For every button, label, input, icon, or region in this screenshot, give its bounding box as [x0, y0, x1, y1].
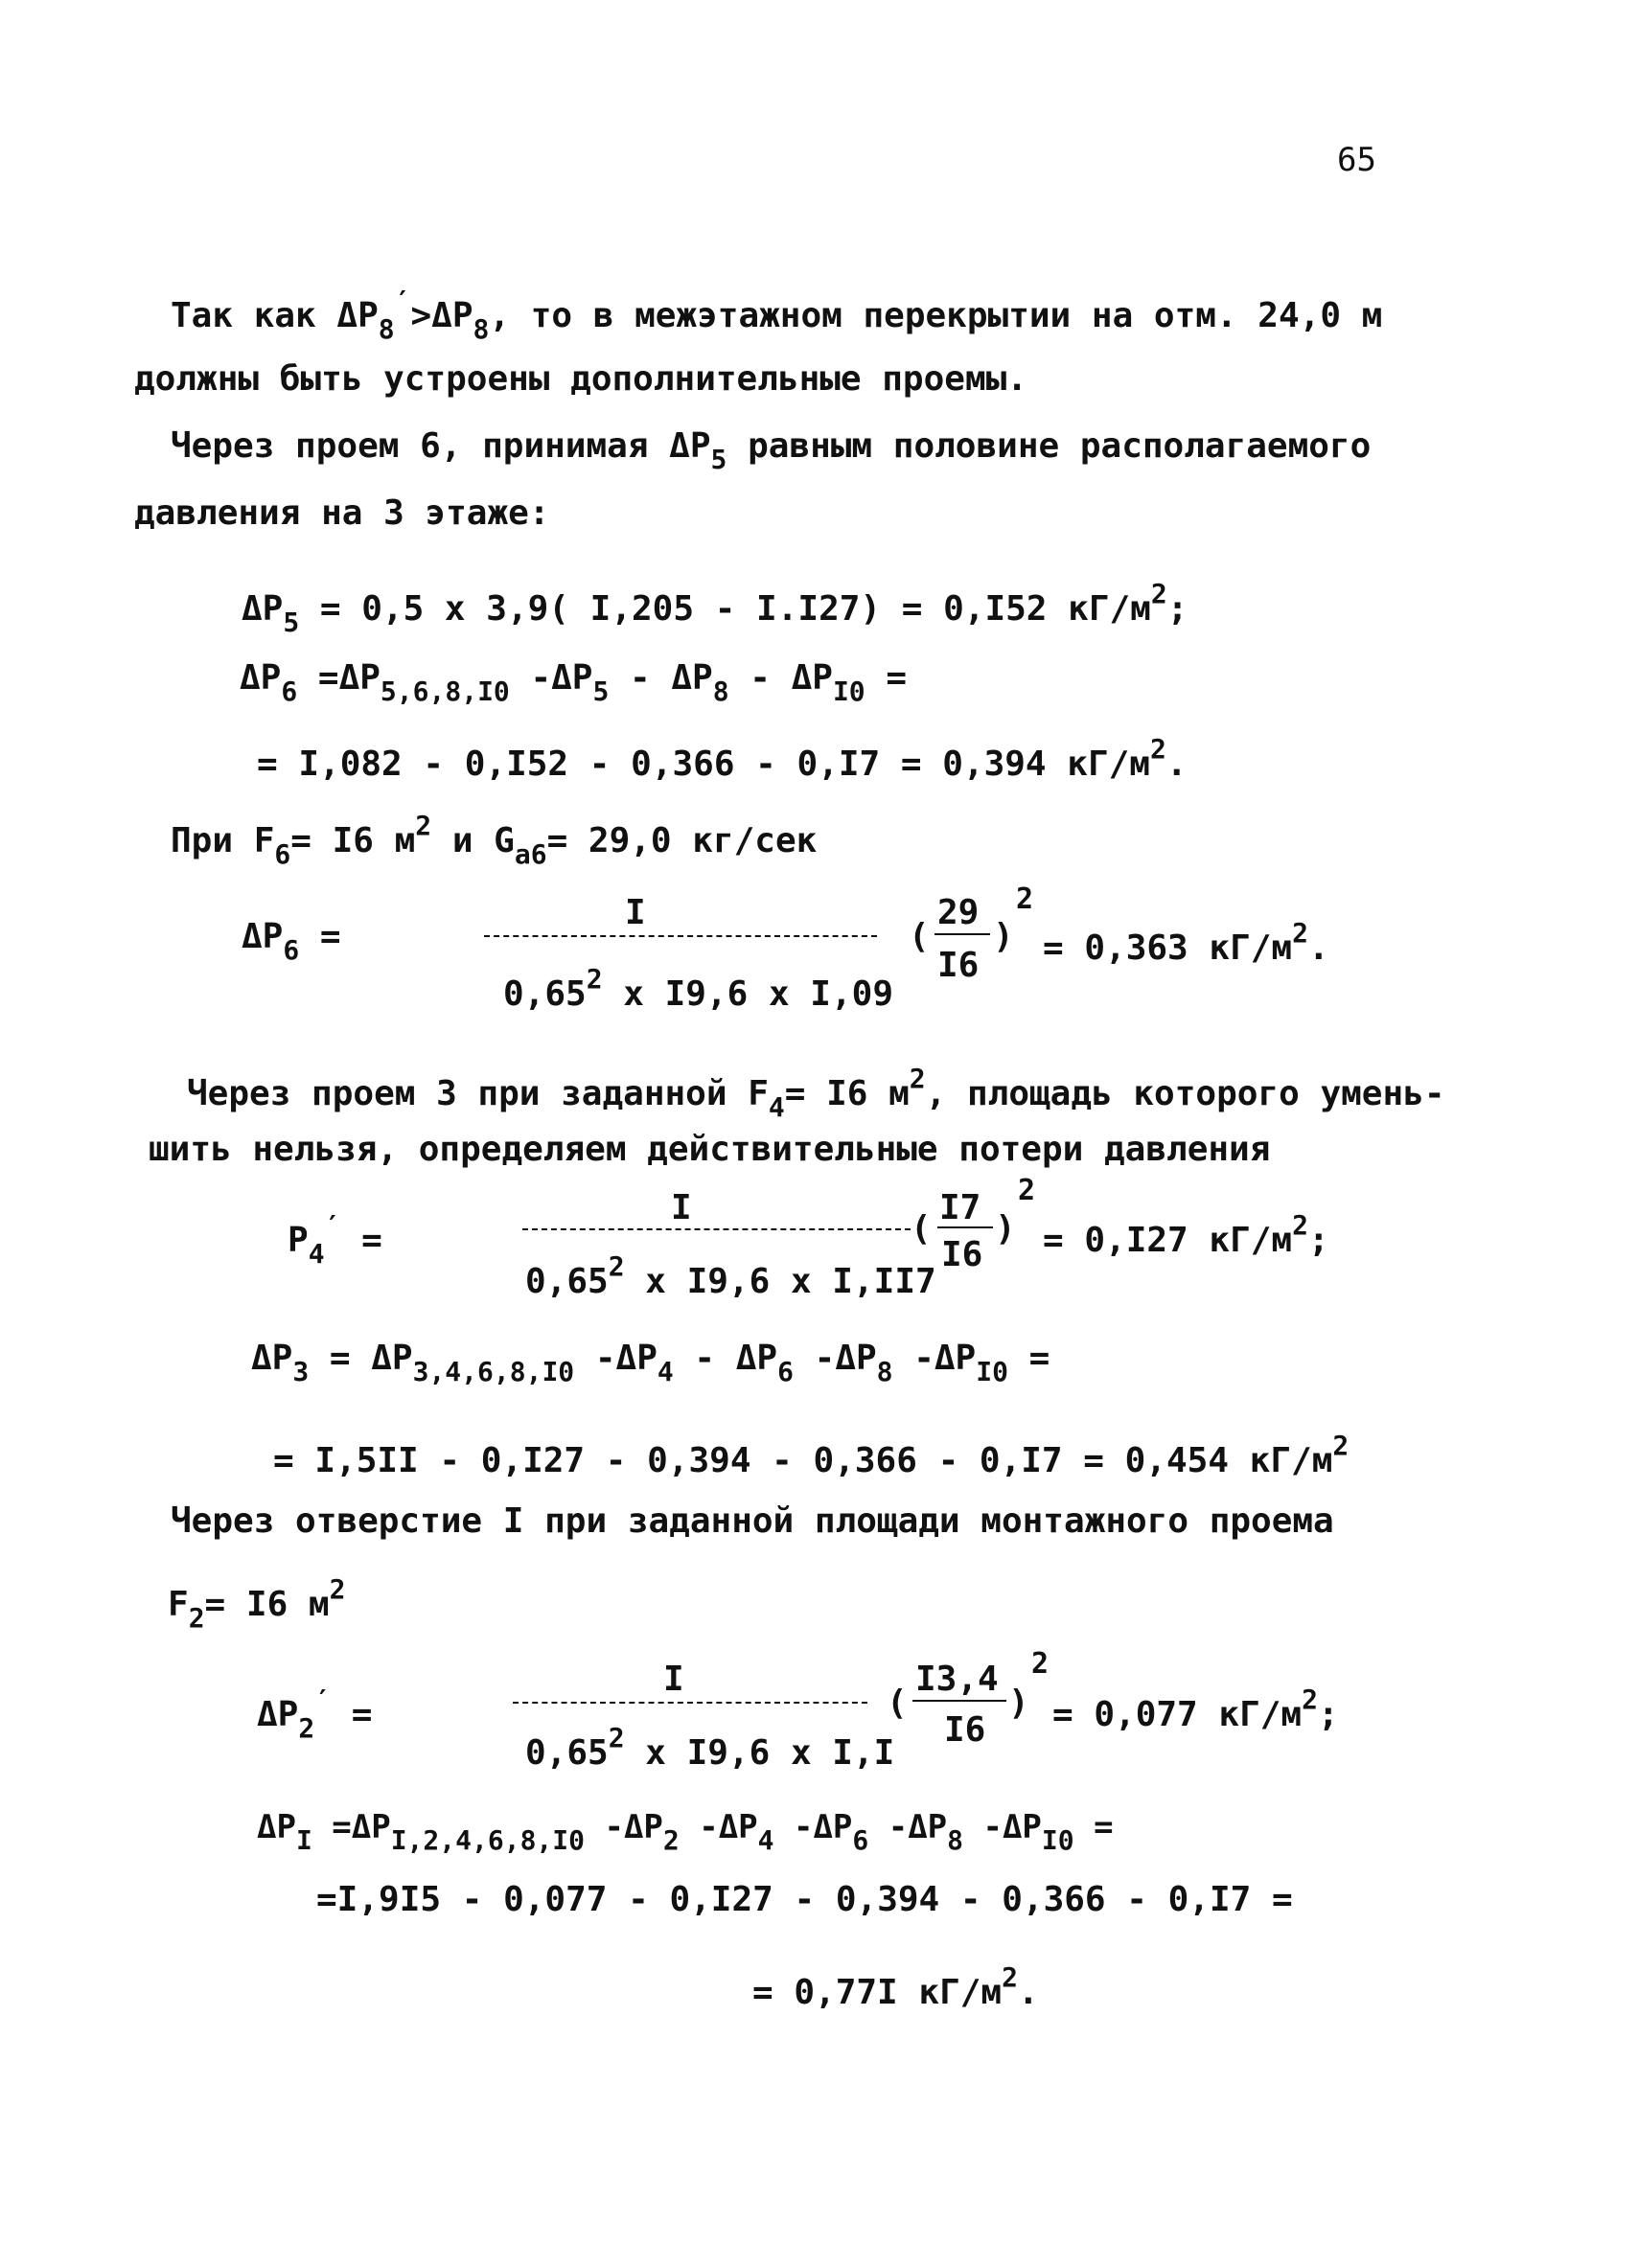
subscript: I0 [832, 676, 865, 707]
subscript: 6 [281, 676, 298, 707]
text: ; [1307, 1221, 1329, 1260]
prime: ′ [324, 1209, 341, 1241]
text: -ΔP [585, 1808, 663, 1846]
result [1043, 1209, 1329, 1260]
subscript: 2 [188, 1602, 205, 1634]
subscript: 5,6,8,I0 [380, 676, 510, 707]
subscript: I0 [976, 1356, 1008, 1387]
superscript: 2 [1150, 578, 1167, 609]
superscript: 2 [909, 1063, 926, 1094]
exponent: 2 [1018, 1174, 1036, 1207]
paragraph-2-line-2: давления на 3 этаже: [134, 493, 550, 533]
subscript: 4 [768, 1091, 785, 1123]
subscript: I [295, 1824, 312, 1856]
fraction-denominator: I6 [937, 946, 980, 985]
text: = 0,5 x 3,9( I,205 - I.I27) = 0,I52 кГ/м [299, 589, 1151, 629]
subscript: 8 [473, 313, 490, 345]
superscript: 2 [586, 963, 603, 995]
text: F [168, 1585, 189, 1624]
subscript: 5 [710, 444, 727, 475]
paragraph-4-line-2 [168, 1573, 346, 1634]
paren-open: ( [887, 1684, 908, 1723]
subscript: a [514, 838, 531, 870]
text: Так как ΔP [171, 296, 379, 335]
text: = [1007, 1339, 1050, 1378]
superscript: 2 [1302, 1684, 1318, 1715]
numerator: I [663, 1660, 684, 1699]
text: = [319, 917, 341, 956]
text: ΔP [242, 917, 284, 956]
text: -ΔP [773, 1808, 853, 1846]
equation-dp5 [242, 578, 1188, 638]
paragraph-3-line-2: шить нельзя, определяем действительные потери давления [149, 1130, 1271, 1169]
equation-dp6-line-1 [240, 658, 908, 707]
subscript: 2 [662, 1824, 680, 1856]
text: - ΔP [609, 658, 713, 698]
text: -ΔP [509, 658, 593, 698]
paren-open: ( [909, 917, 930, 956]
prime: ′ [314, 1684, 332, 1715]
text: = I6 м [784, 1074, 910, 1113]
subscript: 8 [876, 1356, 893, 1387]
text: = I6 м [204, 1585, 330, 1624]
paragraph-1-line-2: должны быть устроены дополнительные проемы. [134, 359, 1027, 399]
text: = 0,077 кГ/м [1052, 1695, 1303, 1734]
fraction-denominator: I6 [941, 1235, 983, 1274]
subscript: 5 [283, 607, 300, 638]
superscript: 2 [608, 1250, 625, 1282]
paren-close: ) [1008, 1684, 1029, 1723]
paren-close: ) [993, 917, 1014, 956]
text: 0,65 [503, 974, 587, 1014]
text: = I,082 - 0,I52 - 0,366 - 0,I7 = 0,394 кГ/м [257, 745, 1150, 784]
denominator [503, 963, 893, 1014]
text: ; [1317, 1695, 1339, 1734]
paragraph-3-line-1 [187, 1065, 1445, 1121]
text: , то в межэтажном перекрытии на отм. 24,0 м [489, 296, 1383, 335]
text: >ΔP [410, 296, 473, 335]
fraction-bar [912, 1700, 1006, 1702]
text: -ΔP [963, 1808, 1042, 1846]
text: -ΔP [679, 1808, 758, 1846]
equation-dp6-line-2 [257, 733, 1188, 784]
text: и G [431, 821, 515, 860]
result [1052, 1686, 1339, 1732]
subscript: I0 [1041, 1824, 1074, 1856]
subscript: 6 [777, 1356, 794, 1387]
subscript: 8 [712, 676, 729, 707]
text: ΔP [251, 1339, 293, 1378]
text: =ΔP [311, 1808, 391, 1846]
result [1043, 917, 1329, 968]
denominator [525, 1250, 936, 1301]
text: = 29,0 кг/сек [546, 821, 818, 860]
prime: ′ [394, 285, 411, 316]
superscript: 2 [1292, 1209, 1308, 1241]
fraction-denominator: I6 [944, 1710, 986, 1750]
text: ΔP [242, 589, 284, 629]
text: . [1017, 1973, 1039, 2012]
subscript: 3,4,6,8,I0 [412, 1356, 575, 1387]
superscript: 2 [1332, 1430, 1350, 1461]
text: Через проем 3 при заданной F [187, 1074, 769, 1113]
text: При F [171, 821, 275, 860]
text: 0,65 [525, 1262, 609, 1301]
equation-dp3-line-2 [273, 1432, 1349, 1478]
fraction-numerator: I3,4 [915, 1660, 999, 1699]
subscript: 5 [592, 676, 610, 707]
fraction-line [522, 1228, 911, 1230]
fraction-numerator: 29 [937, 893, 980, 932]
numerator: I [625, 893, 646, 932]
subscript: 4 [757, 1824, 774, 1856]
text: ΔP [257, 1808, 296, 1846]
paragraph-4-line-1: Через отверстие I при заданной площади монтажного проема [171, 1501, 1334, 1541]
text: =ΔP [297, 658, 381, 698]
exponent: 2 [1016, 882, 1034, 916]
equation-dp1-line-1 [257, 1808, 1114, 1856]
subscript: 4 [657, 1356, 674, 1387]
text: ΔP [257, 1695, 299, 1734]
text: = [361, 1221, 382, 1260]
fraction-line [513, 1702, 867, 1704]
subscript: 6 [274, 838, 291, 870]
superscript: 2 [1292, 917, 1308, 949]
text: , площадь которого умень- [925, 1074, 1445, 1113]
text: x I9,6 x I,II7 [624, 1262, 936, 1301]
paren-close: ) [995, 1209, 1016, 1249]
subscript: 8 [378, 313, 395, 345]
text: ; [1166, 589, 1188, 629]
text: 0,65 [525, 1733, 609, 1773]
text: ΔP [240, 658, 282, 698]
text: -ΔP [793, 1339, 877, 1378]
equation-dp3-line-1 [251, 1341, 1050, 1386]
subscript: 6 [283, 934, 300, 966]
denominator [525, 1722, 895, 1773]
text: Через проем 6, принимая ΔP [171, 426, 711, 466]
fraction-numerator: I7 [939, 1188, 981, 1227]
text: . [1165, 745, 1188, 784]
subscript: 2 [298, 1712, 315, 1744]
paragraph-2-line-1 [171, 426, 1372, 475]
text: равным половине располагаемого [727, 426, 1372, 466]
superscript: 2 [1149, 733, 1166, 765]
paren-open: ( [911, 1209, 932, 1249]
subscript: 4 [308, 1238, 325, 1270]
condition-f6-g6 [171, 810, 818, 870]
text: . [1307, 928, 1329, 968]
superscript: 2 [608, 1722, 625, 1753]
page-number: 65 [1337, 141, 1376, 179]
fraction-bar [934, 933, 990, 935]
text: = ΔP [309, 1339, 413, 1378]
text: - ΔP [673, 1339, 778, 1378]
superscript: 2 [329, 1573, 346, 1605]
text: = [351, 1695, 373, 1734]
subscript: 6 [852, 1824, 869, 1856]
text: x I9,6 x I,I [624, 1733, 895, 1773]
text: P [288, 1221, 309, 1260]
text: x I9,6 x I,09 [602, 974, 893, 1014]
subscript: 3 [292, 1356, 310, 1387]
text: -ΔP [574, 1339, 658, 1378]
fraction-bar [937, 1226, 993, 1228]
subscript: 8 [947, 1824, 963, 1856]
text: = I,5II - 0,I27 - 0,394 - 0,366 - 0,I7 = 0,454 кГ/м [273, 1441, 1333, 1480]
equation-dp1-line-2: =I,9I5 - 0,077 - 0,I27 - 0,394 - 0,366 - 0,I7 = [316, 1880, 1293, 1919]
subscript: 6 [530, 838, 547, 870]
text: = 0,77I кГ/м [752, 1973, 1003, 2012]
text: -ΔP [868, 1808, 948, 1846]
fraction-line [484, 935, 877, 937]
superscript: 2 [415, 810, 432, 841]
text: = [865, 658, 908, 698]
equation-dp1-line-3 [752, 1961, 1039, 2012]
superscript: 2 [1002, 1961, 1018, 1993]
text: - ΔP [728, 658, 833, 698]
text: = I6 м [290, 821, 416, 860]
text: = [1073, 1808, 1114, 1846]
paragraph-1-line-1 [171, 287, 1382, 343]
text: = 0,I27 кГ/м [1043, 1221, 1293, 1260]
text: -ΔP [892, 1339, 977, 1378]
numerator: I [671, 1188, 692, 1227]
exponent: 2 [1031, 1647, 1050, 1681]
subscript: I,2,4,6,8,I0 [390, 1824, 585, 1856]
text: = 0,363 кГ/м [1043, 928, 1293, 968]
